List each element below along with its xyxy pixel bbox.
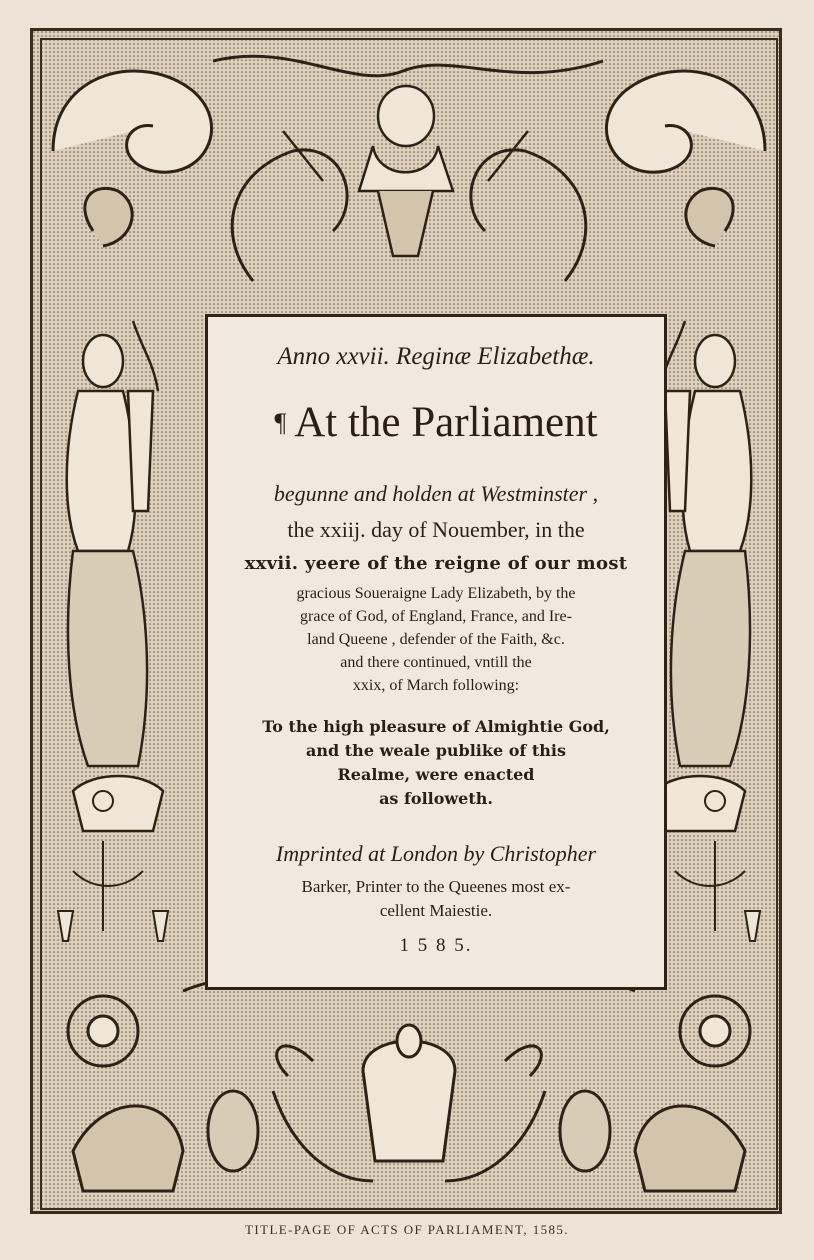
title-text-panel [205,314,667,990]
main-title-line [208,393,664,453]
imprint-line-2: cellent Maiestie. [379,901,493,920]
publication-year: 1 5 8 5. [399,935,473,956]
imprint-line-1: Barker, Printer to the Queenes most ex- [301,877,571,896]
blackletter-line-1: To the high pleasure of Almightie God, [262,717,610,736]
body-line-8: xxix, of March following: [352,677,520,694]
blackletter-line-3: Realme, were enacted [337,765,535,784]
body-line-3: xxvii. yeere of the reigne of our most [244,553,628,574]
main-title: At the Parliament [294,399,598,446]
body-line-7: and there continued, vntill the [340,654,532,671]
blackletter-line-4: as followeth. [379,789,493,808]
imprint-italic-line: Imprinted at London by Christopher [275,841,597,866]
body-line-4: gracious Soueraigne Lady Elizabeth, by the [296,585,576,602]
figure-caption: TITLE-PAGE OF ACTS OF PARLIAMENT, 1585. [245,1222,569,1237]
woodcut-border [30,28,782,1214]
blackletter-line-2: and the weale publike of this [306,741,566,760]
body-line-6: land Queene , defender of the Faith, &c. [307,631,565,648]
body-line-2: the xxiij. day of Nouember, in the [287,517,585,542]
regnal-year-heading: Anno xxvii. Reginæ Elizabethæ. [277,343,595,370]
body-line-1: begunne and holden at Westminster , [273,481,599,506]
body-line-5: grace of God, of England, France, and Ire- [300,608,572,625]
pilcrow-mark: ¶ [274,408,287,437]
